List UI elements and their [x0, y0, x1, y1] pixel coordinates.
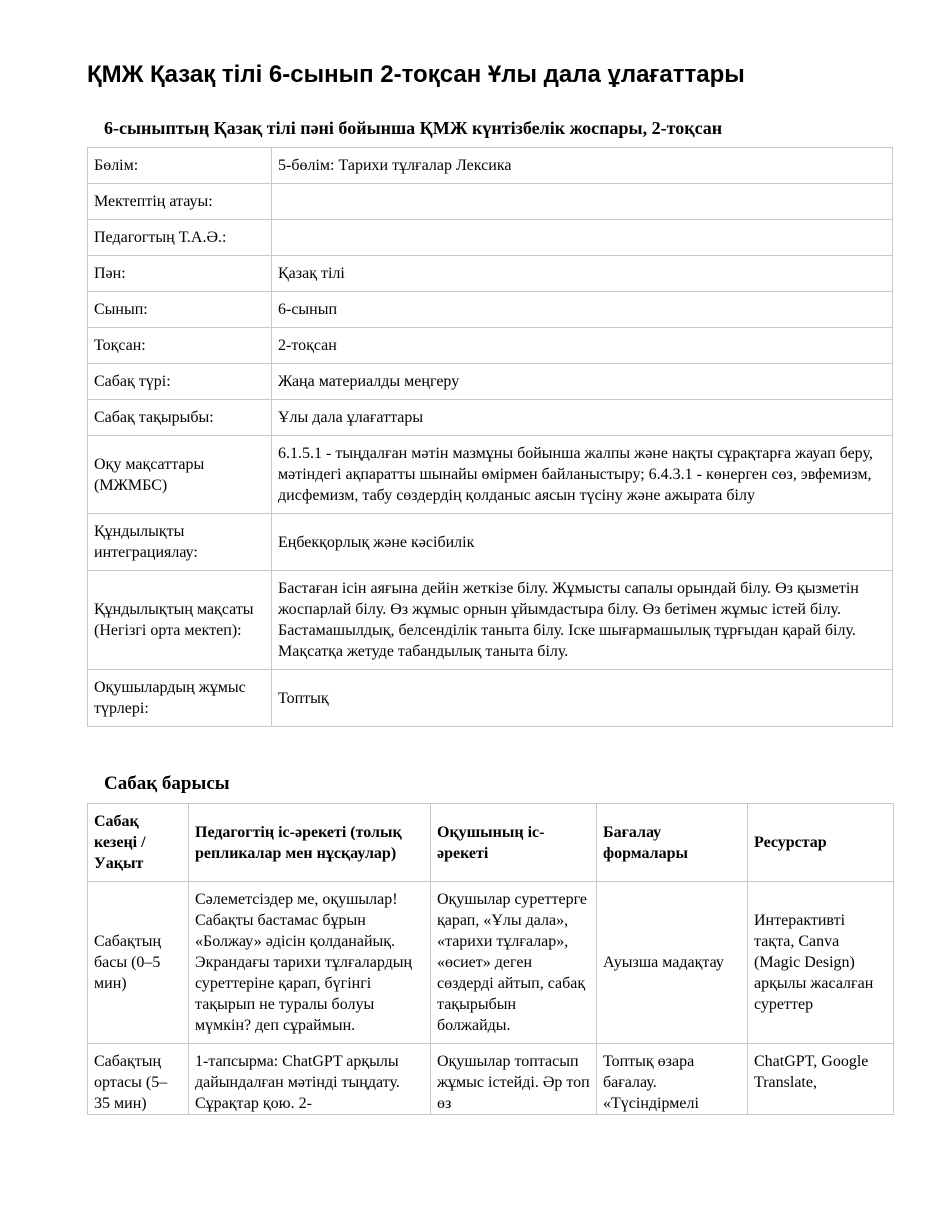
lesson-table — [87, 803, 894, 1115]
cell-resources: Интерактивті тақта, Canva (Magic Design) арқылы жасалған суреттер — [748, 882, 894, 1044]
table-row — [88, 1044, 894, 1115]
info-value-section: 5-бөлім: Тарихи тұлғалар Лексика — [272, 148, 893, 184]
table-row — [88, 256, 893, 292]
info-label-quarter: Тоқсан: — [88, 328, 272, 364]
table-row — [88, 882, 894, 1044]
info-label-school: Мектептің атауы: — [88, 184, 272, 220]
info-label-subject: Пән: — [88, 256, 272, 292]
table-row — [88, 571, 893, 670]
info-value-work-types: Топтық — [272, 670, 893, 727]
cell-resources: ChatGPT, Google Translate, — [748, 1044, 894, 1115]
table-row — [88, 514, 893, 571]
info-value-values: Еңбекқорлық және кәсібилік — [272, 514, 893, 571]
info-label-lesson-type: Сабақ түрі: — [88, 364, 272, 400]
page-title: ҚМЖ Қазақ тілі 6-сынып 2-тоқсан Ұлы дала ұлағаттары — [87, 61, 745, 88]
cell-teacher-activity: Сәлеметсіздер ме, оқушылар! Сабақты бастамас бұрын «Болжау» әдісін қолданайық. Экрандағы тарихи тұлғалардың суреттеріне қарап, бүгінгі тақырып не туралы болуы мүмкін? деп сұраймын. — [189, 882, 431, 1044]
table-row — [88, 184, 893, 220]
info-label-values: Құндылықты интеграциялау: — [88, 514, 272, 571]
info-label-work-types: Оқушылардың жұмыс түрлері: — [88, 670, 272, 727]
table-row — [88, 436, 893, 514]
table-row — [88, 328, 893, 364]
table-row — [88, 148, 893, 184]
info-label-teacher: Педагогтың Т.А.Ә.: — [88, 220, 272, 256]
info-value-quarter: 2-тоқсан — [272, 328, 893, 364]
table-row — [88, 220, 893, 256]
info-value-lesson-type: Жаңа материалды меңгеру — [272, 364, 893, 400]
info-table — [87, 147, 893, 727]
table-header-row — [88, 804, 894, 882]
info-value-values-goal: Бастаған ісін аяғына дейін жеткізе білу. Жұмысты сапалы орындай білу. Өз қызметін жоспарлай білу. Өз жұмыс орнын ұйымдастыра білу. Өз бетімен жұмыс істей білу. Бастамашылдық, белсенділік таныта білу. Іске шығармашылық тұрғыдан қарай білу. Мақсатқа жетуде табандылық таныта білу. — [272, 571, 893, 670]
lesson-section-title: Сабақ барысы — [104, 773, 230, 794]
cell-assessment: Топтық өзара бағалау. «Түсіндірмелі — [597, 1044, 748, 1115]
info-label-objectives: Оқу мақсаттары (МЖМБС) — [88, 436, 272, 514]
info-value-school — [272, 184, 893, 220]
header-student-activity: Оқушының іс-әрекеті — [431, 804, 597, 882]
table-row — [88, 400, 893, 436]
info-label-grade: Сынып: — [88, 292, 272, 328]
header-teacher-activity: Педагогтің іс-әрекеті (толық репликалар мен нұсқаулар) — [189, 804, 431, 882]
plan-title: 6-сыныптың Қазақ тілі пәні бойынша ҚМЖ күнтізбелік жоспары, 2-тоқсан — [104, 118, 723, 138]
info-value-objectives: 6.1.5.1 - тыңдалған мәтін мазмұны бойынша жалпы және нақты сұрақтарға жауап беру, мәтіндегі ақпаратты шынайы өмірмен байланыстыру; 6.4.3.1 - көнерген сөз, эвфемизм, дисфемизм, табу сөздердің қолданыс аясын түсіну және ажырата білу — [272, 436, 893, 514]
info-label-lesson-topic: Сабақ тақырыбы: — [88, 400, 272, 436]
cell-student-activity: Оқушылар топтасып жұмыс істейді. Әр топ өз — [431, 1044, 597, 1115]
cell-teacher-activity: 1-тапсырма: ChatGPT арқылы дайындалған мәтінді тыңдату. Сұрақтар қою. 2- — [189, 1044, 431, 1115]
cell-stage: Сабақтың ортасы (5–35 мин) — [88, 1044, 189, 1115]
cell-assessment: Ауызша мадақтау — [597, 882, 748, 1044]
info-value-subject: Қазақ тілі — [272, 256, 893, 292]
info-label-section: Бөлім: — [88, 148, 272, 184]
page-bottom-margin — [0, 1162, 935, 1210]
header-stage: Сабақ кезеңі / Уақыт — [88, 804, 189, 882]
info-value-grade: 6-сынып — [272, 292, 893, 328]
header-resources: Ресурстар — [748, 804, 894, 882]
cell-stage: Сабақтың басы (0–5 мин) — [88, 882, 189, 1044]
table-row — [88, 670, 893, 727]
table-row — [88, 292, 893, 328]
cell-student-activity: Оқушылар суреттерге қарап, «Ұлы дала», «тарихи тұлғалар», «өсиет» деген сөздерді айтып, сабақ тақырыбын болжайды. — [431, 882, 597, 1044]
header-assessment: Бағалау формалары — [597, 804, 748, 882]
table-row — [88, 364, 893, 400]
info-value-teacher — [272, 220, 893, 256]
info-value-lesson-topic: Ұлы дала ұлағаттары — [272, 400, 893, 436]
info-label-values-goal: Құндылықтың мақсаты (Негізгі орта мектеп): — [88, 571, 272, 670]
